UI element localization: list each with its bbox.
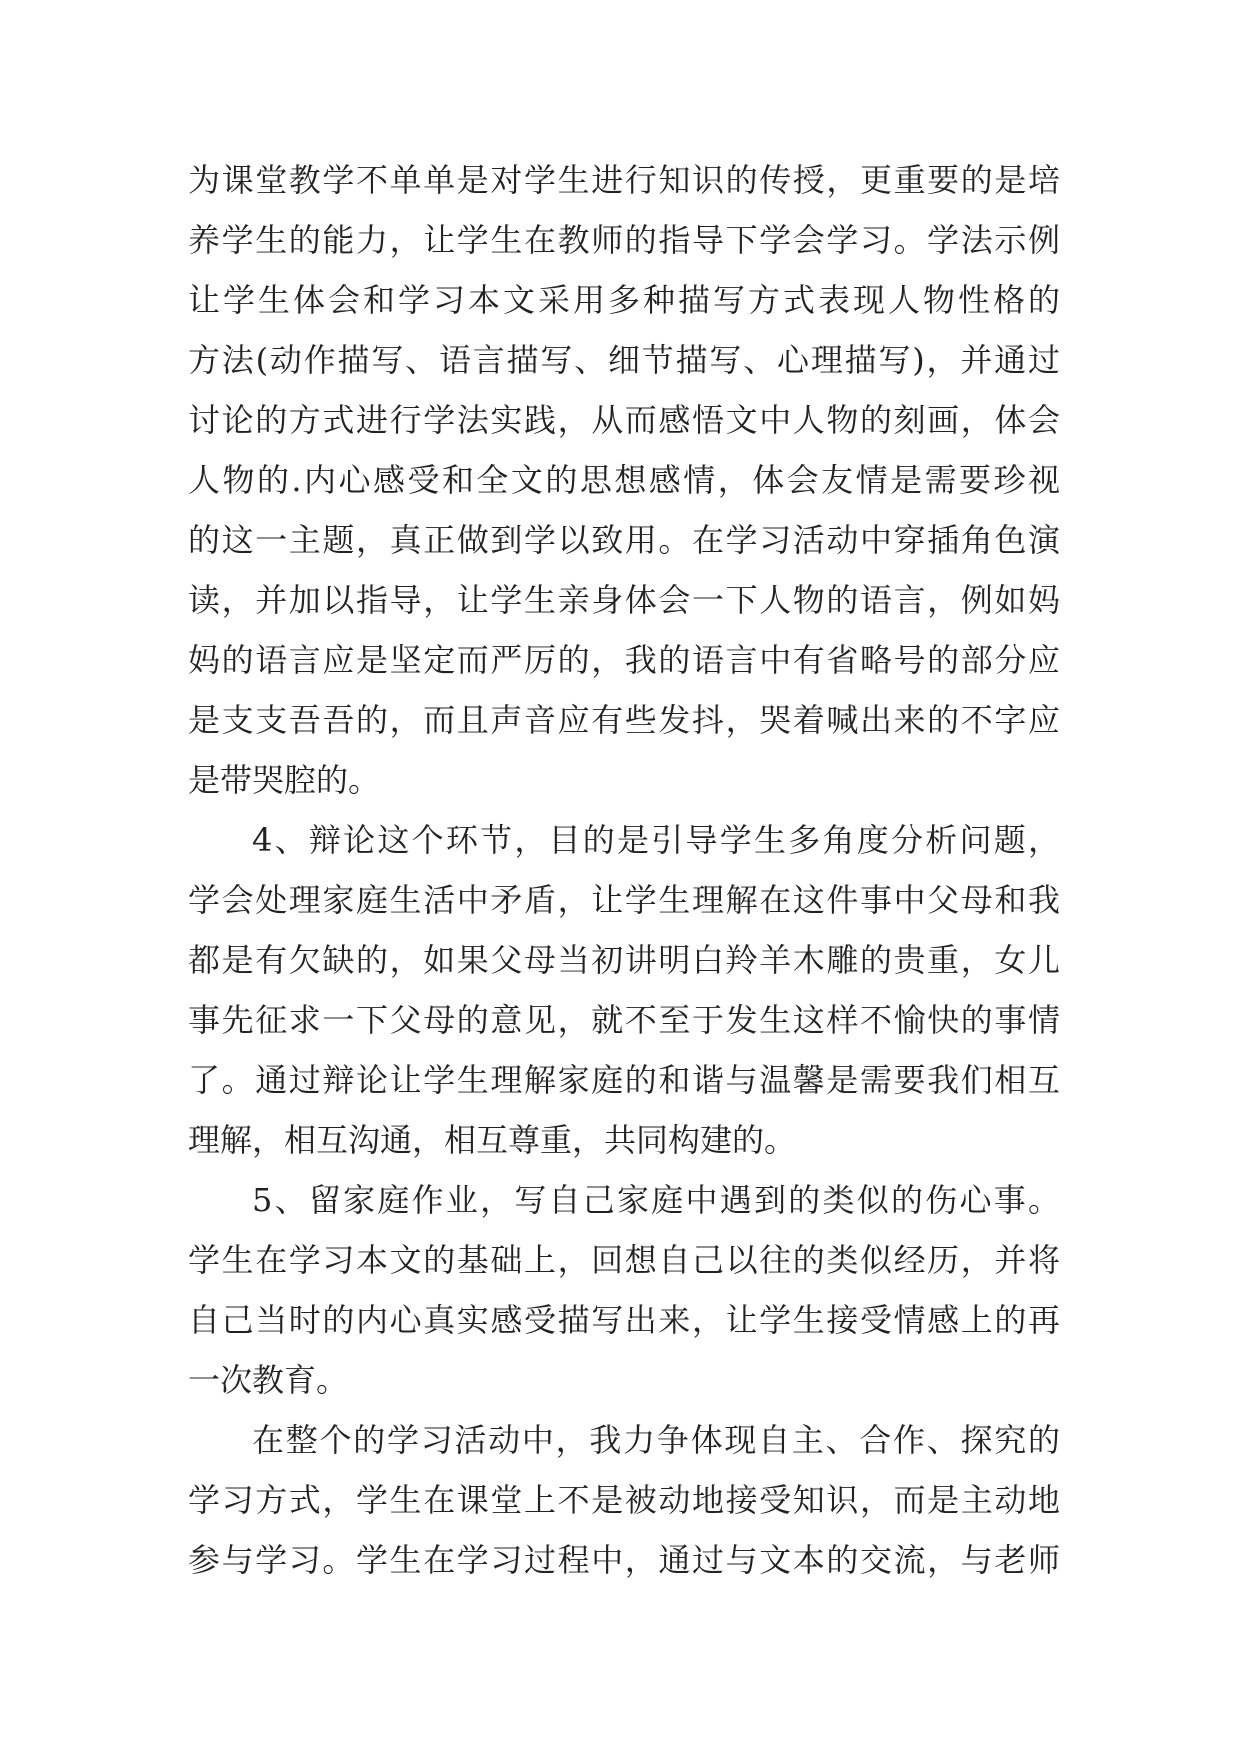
- text-line: 讨论的方式进行学法实践，从而感悟文中人物的刻画，体会: [188, 401, 1060, 439]
- text-line: 学习方式，学生在课堂上不是被动地接受知识，而是主动地: [188, 1481, 1060, 1519]
- text-line: 的这一主题，真正做到学以致用。在学习活动中穿插角色演: [188, 521, 1060, 559]
- text-line: 妈的语言应是坚定而严厉的，我的语言中有省略号的部分应: [188, 641, 1060, 679]
- text-line: 理解，相互沟通，相互尊重，共同构建的。: [188, 1121, 797, 1159]
- text-line: 读，并加以指导，让学生亲身体会一下人物的语言，例如妈: [188, 581, 1060, 619]
- text-line: 一次教育。: [188, 1361, 349, 1399]
- body-text: [188, 150, 1060, 1590]
- text-line: 方法(动作描写、语言描写、细节描写、心理描写)，并通过: [188, 341, 1060, 379]
- text-line: 都是有欠缺的，如果父母当初讲明白羚羊木雕的贵重，女儿: [188, 941, 1060, 979]
- text-line: 参与学习。学生在学习过程中，通过与文本的交流，与老师: [188, 1541, 1060, 1579]
- text-line: 了。通过辩论让学生理解家庭的和谐与温馨是需要我们相互: [188, 1061, 1060, 1099]
- text-line: 是支支吾吾的，而且声音应有些发抖，哭着喊出来的不字应: [188, 701, 1060, 739]
- text-line: 人物的.内心感受和全文的思想感情，体会友情是需要珍视: [188, 461, 1060, 499]
- text-line: 事先征求一下父母的意见，就不至于发生这样不愉快的事情: [188, 1001, 1060, 1039]
- text-line: 学生在学习本文的基础上，回想自己以往的类似经历，并将: [188, 1241, 1060, 1279]
- paragraph-first-line: 在整个的学习活动中，我力争体现自主、合作、探究的: [252, 1421, 1060, 1459]
- text-line: 养学生的能力，让学生在教师的指导下学会学习。学法示例: [188, 221, 1060, 259]
- text-line: 是带哭腔的。: [188, 761, 381, 799]
- text-line: 让学生体会和学习本文采用多种描写方式表现人物性格的: [188, 281, 1060, 319]
- text-line: 学会处理家庭生活中矛盾，让学生理解在这件事中父母和我: [188, 881, 1060, 919]
- paragraph-first-line: 5、留家庭作业，写自己家庭中遇到的类似的伤心事。: [252, 1181, 1060, 1219]
- paragraph-first-line: 4、辩论这个环节，目的是引导学生多角度分析问题，: [252, 821, 1060, 859]
- text-line: 为课堂教学不单单是对学生进行知识的传授，更重要的是培: [188, 161, 1060, 199]
- text-line: 自己当时的内心真实感受描写出来，让学生接受情感上的再: [188, 1301, 1060, 1339]
